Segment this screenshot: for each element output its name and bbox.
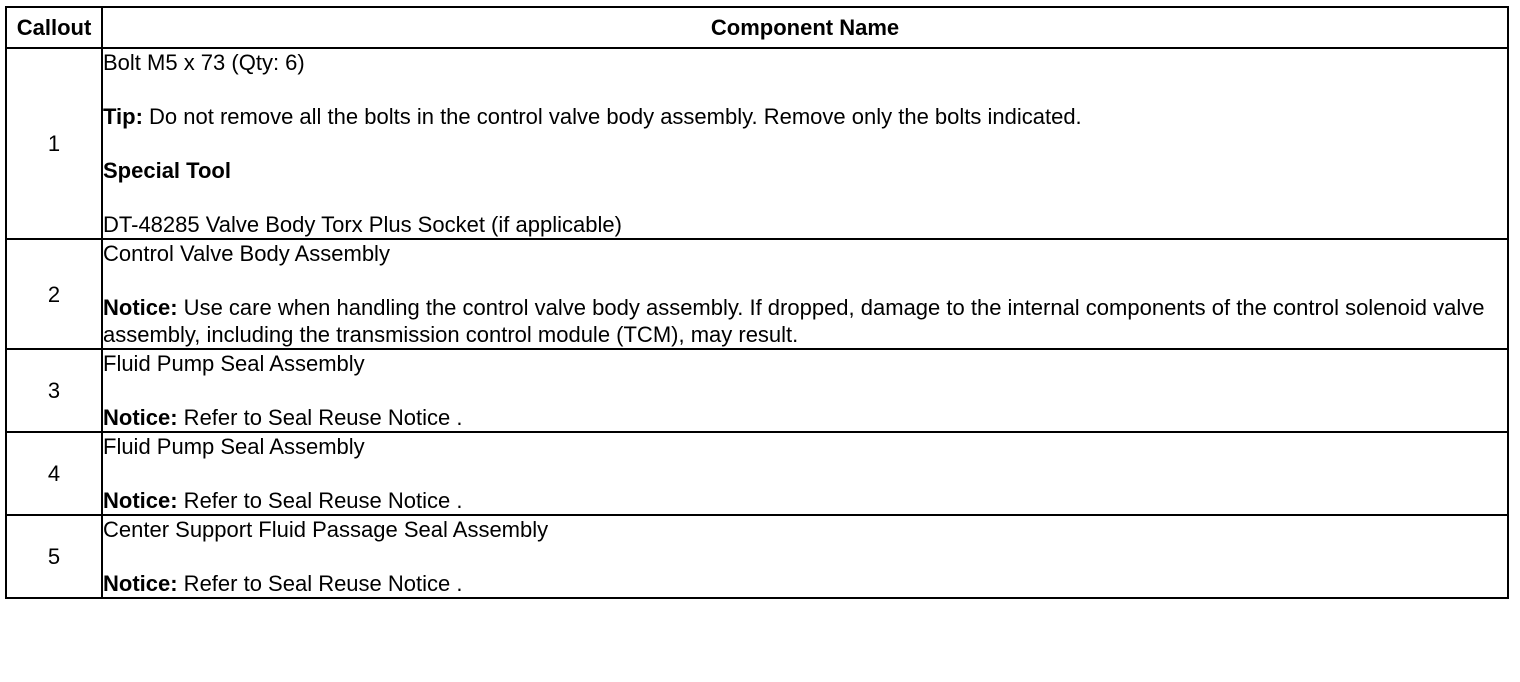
component-cell xyxy=(102,432,1508,515)
notice-paragraph xyxy=(103,294,1507,348)
table-row xyxy=(6,515,1508,598)
component-cell xyxy=(102,239,1508,349)
notice-paragraph xyxy=(103,487,1507,514)
callout-number: 4 xyxy=(6,432,102,515)
special-tool-text: DT-48285 Valve Body Torx Plus Socket (if applicable) xyxy=(103,212,622,237)
component-cell xyxy=(102,349,1508,432)
tip-text: Do not remove all the bolts in the control valve body assembly. Remove only the bolts indicated. xyxy=(142,104,1082,129)
table-row xyxy=(6,239,1508,349)
callout-number: 5 xyxy=(6,515,102,598)
component-name: Fluid Pump Seal Assembly xyxy=(103,434,365,459)
notice-text: Refer to Seal Reuse Notice . xyxy=(177,405,463,430)
callout-column-header: Callout xyxy=(6,7,102,48)
notice-text: Use care when handling the control valve body assembly. If dropped, damage to the internal components of the control solenoid valve assembly, including the transmission control module (TCM), may result. xyxy=(103,295,1485,347)
tip-paragraph xyxy=(103,103,1507,130)
notice-text: Refer to Seal Reuse Notice . xyxy=(177,571,463,596)
special-tool-heading: Special Tool xyxy=(103,158,231,183)
component-name: Fluid Pump Seal Assembly xyxy=(103,351,365,376)
component-name: Bolt M5 x 73 (Qty: 6) xyxy=(103,50,305,75)
table-row xyxy=(6,48,1508,239)
notice-paragraph xyxy=(103,570,1507,597)
notice-label: Notice: xyxy=(103,295,178,320)
component-cell xyxy=(102,515,1508,598)
notice-paragraph xyxy=(103,404,1507,431)
table-row xyxy=(6,432,1508,515)
table-row xyxy=(6,349,1508,432)
callout-number: 3 xyxy=(6,349,102,432)
component-cell xyxy=(102,48,1508,239)
component-name: Control Valve Body Assembly xyxy=(103,241,390,266)
notice-text: Refer to Seal Reuse Notice . xyxy=(177,488,463,513)
callout-number: 2 xyxy=(6,239,102,349)
component-callout-table-wrapper xyxy=(5,6,1507,599)
component-name: Center Support Fluid Passage Seal Assembly xyxy=(103,517,549,542)
header-row xyxy=(6,7,1508,48)
notice-label: Notice: xyxy=(103,571,178,596)
component-callout-table xyxy=(5,6,1509,599)
tip-label: Tip: xyxy=(103,104,143,129)
notice-label: Notice: xyxy=(103,405,178,430)
component-name-column-header: Component Name xyxy=(102,7,1508,48)
callout-number: 1 xyxy=(6,48,102,239)
notice-label: Notice: xyxy=(103,488,178,513)
